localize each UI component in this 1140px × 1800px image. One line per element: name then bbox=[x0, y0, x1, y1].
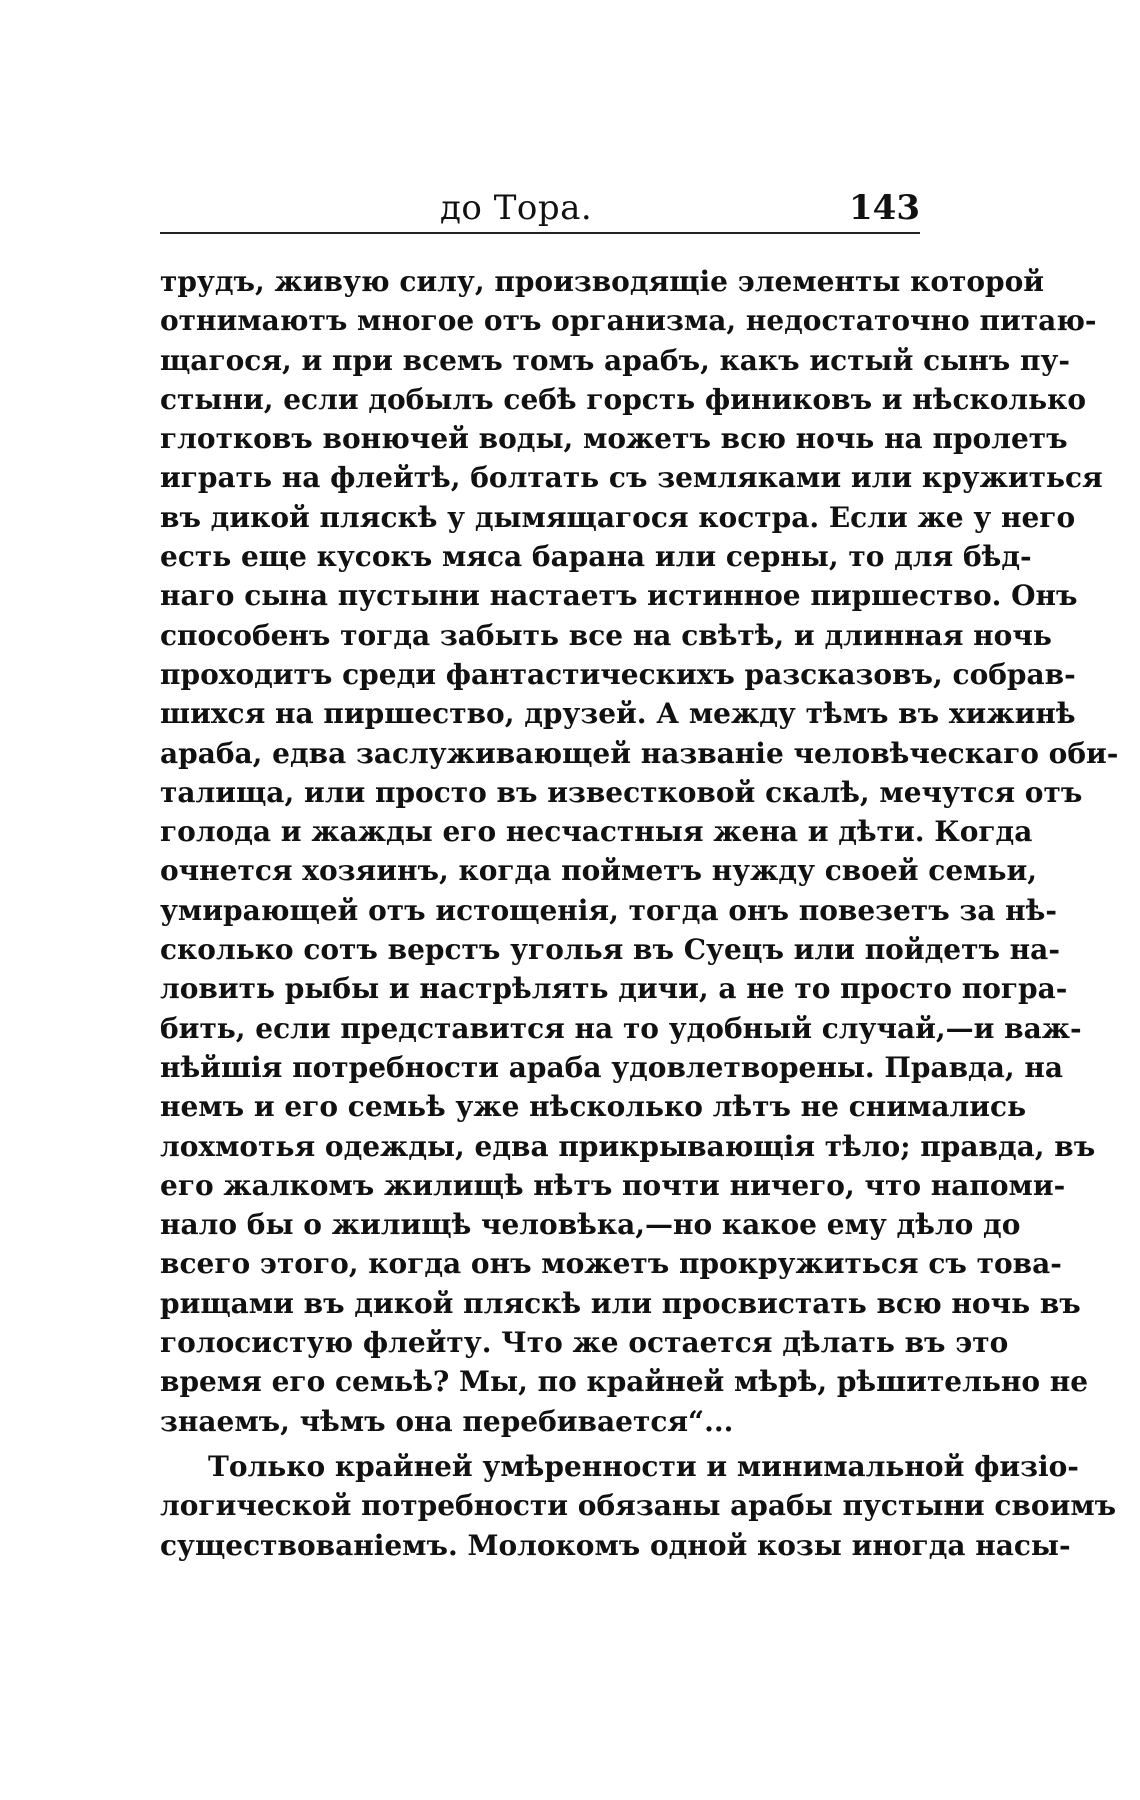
text-line: бить, если представится на то удобный случай,—и важ- bbox=[160, 1011, 1082, 1045]
text-line: всего этого, когда онъ можетъ прокружиться съ това- bbox=[160, 1247, 1062, 1281]
text-line: проходитъ среди фантастическихъ разсказовъ, собрав- bbox=[160, 657, 1076, 691]
text-line: очнется хозяинъ, когда пойметъ нужду своей семьи, bbox=[160, 854, 1037, 888]
text-line: въ дикой пляскѣ у дымящагося костра. Если же у него bbox=[160, 500, 1076, 534]
text-line: отнимаютъ многое отъ организма, недостаточно питаю- bbox=[160, 304, 1097, 338]
text-line: араба, едва заслуживающей названіе человѣческаго оби- bbox=[160, 736, 1119, 770]
text-line: время его семьѣ? Мы, по крайней мѣрѣ, рѣшительно не bbox=[160, 1365, 1089, 1399]
body-text bbox=[160, 262, 1119, 1565]
text-line: шихся на пиршество, друзей. А между тѣмъ въ хижинѣ bbox=[160, 697, 1076, 731]
text-line: умирающей отъ истощенія, тогда онъ повезетъ за нѣ- bbox=[160, 893, 1057, 927]
running-title: до Тора. bbox=[440, 188, 593, 228]
text-line: есть еще кусокъ мяса барана или серны, то для бѣд- bbox=[160, 540, 1032, 574]
paragraph-2 bbox=[160, 1447, 1117, 1565]
text-line: его жалкомъ жилищѣ нѣтъ почти ничего, что напоми- bbox=[160, 1168, 1066, 1202]
text-line: наго сына пустыни настаетъ истинное пиршество. Онъ bbox=[160, 579, 1078, 613]
text-line: нѣйшія потребности араба удовлетворены. Правда, на bbox=[160, 1050, 1063, 1084]
text-line: немъ и его семьѣ уже нѣсколько лѣтъ не снимались bbox=[160, 1090, 1027, 1124]
text-line: глотковъ вонючей воды, можетъ всю ночь на пролетъ bbox=[160, 422, 1068, 456]
text-line: талища, или просто въ известковой скалѣ, мечутся отъ bbox=[160, 775, 1083, 809]
text-line: трудъ, живую силу, производящіе элементы которой bbox=[160, 265, 1045, 298]
text-line: логической потребности обязаны арабы пустыни своимъ bbox=[160, 1489, 1117, 1523]
text-line: способенъ тогда забыть все на свѣтѣ, и длинная ночь bbox=[160, 618, 1052, 652]
header-rule bbox=[160, 232, 920, 234]
page-number: 143 bbox=[849, 188, 920, 228]
text-line: нало бы о жилищѣ человѣка,—но какое ему дѣло до bbox=[160, 1208, 1021, 1242]
text-line: голода и жажды его несчастныя жена и дѣти. Когда bbox=[160, 815, 1033, 849]
text-line: играть на флейтѣ, болтать съ землякaми или кружиться bbox=[160, 461, 1103, 495]
text-line: рищами въ дикой пляскѣ или просвистать всю ночь въ bbox=[160, 1286, 1081, 1320]
text-line: голосистую флейту. Что же остается дѣлать въ это bbox=[160, 1326, 1009, 1360]
text-line: знаемъ, чѣмъ она перебивается“... bbox=[160, 1404, 734, 1438]
running-header bbox=[160, 186, 920, 230]
text-line: лохмотья одежды, едва прикрывающія тѣло; правда, въ bbox=[160, 1129, 1096, 1163]
text-line: сколько сотъ верстъ уголья въ Суецъ или пойдетъ на- bbox=[160, 933, 1060, 967]
paragraph-1 bbox=[160, 262, 1119, 1441]
text-line: существованіемъ. Молокомъ одной козы иногда насы- bbox=[160, 1528, 1071, 1562]
text-line: Только крайней умѣренности и минимальной физіо- bbox=[208, 1449, 1079, 1483]
text-line: щагося, и при всемъ томъ арабъ, какъ истый сынъ пу- bbox=[160, 343, 1070, 377]
text-line: ловить рыбы и настрѣлять дичи, а не то просто погра- bbox=[160, 972, 1068, 1006]
text-line: стыни, если добылъ себѣ горсть финиковъ и нѣсколько bbox=[160, 382, 1087, 416]
